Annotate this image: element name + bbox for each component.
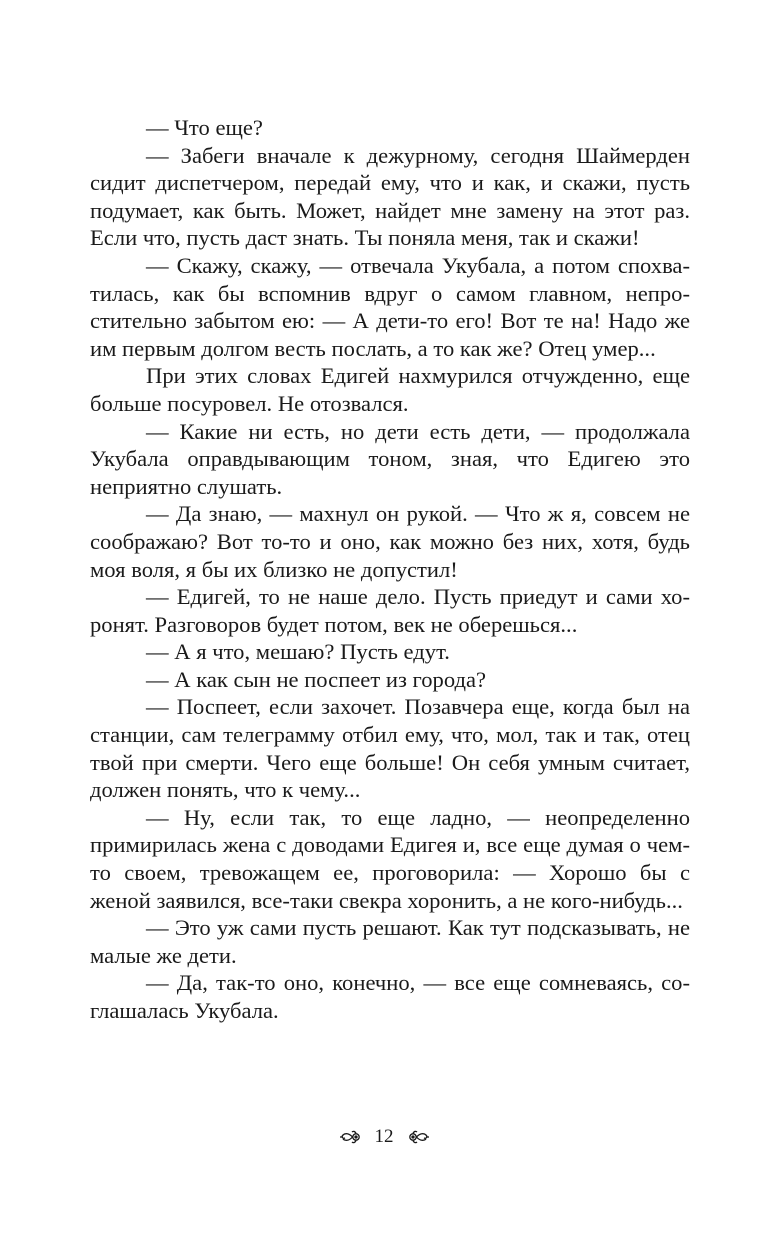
paragraph-9: — А как сын не поспеет из города? <box>146 666 487 692</box>
paragraph-6: — Да знаю, — махнул он рукой. — Что ж я, совсем не соображаю? Вот то-то и оно, как можно без них, хотя, будь моя воля, я бы их близко не допустил! <box>90 501 690 582</box>
left-ornament-icon <box>337 1129 363 1145</box>
paragraph-10: — Поспеет, если захочет. Позавчера еще, когда был на станции, сам телеграмму отбил ему, что, мол, так и так, отец твой при смерти. Чего еще больше! Он себя умным считает, должен понять, что к чему... <box>90 694 690 803</box>
paragraph-4: При этих словах Едигей нахмурился отчужденно, еще больше посуровел. Не отозвался. <box>90 363 690 416</box>
paragraph-11: — Ну, если так, то еще ладно, — неопределенно примирилась жена с доводами Едигея и, все еще думая о чем-то своем, тревожащем ее, проговорила: — Хорошо бы с женой заявился, все-таки свекра хоронить, а не кого-нибудь... <box>90 804 690 913</box>
paragraph-8: — А я что, мешаю? Пусть едут. <box>146 639 450 665</box>
paragraph-1: — Что еще? <box>146 115 263 140</box>
paragraph-12: — Это уж сами пусть решают. Как тут подсказывать, не малые же дети. <box>90 915 690 968</box>
body-text <box>90 114 690 1025</box>
right-ornament-icon <box>406 1129 432 1145</box>
page-number: 12 <box>374 1126 394 1147</box>
paragraph-3: — Скажу, скажу, — отвечала Укубала, а потом спохватилась, как бы вспомнив вдруг о самом главном, непростительно забытом ею: — А дети-то его! Вот те на! Надо же им первым долгом весть послать, а то как же? Отец умер... <box>90 252 690 361</box>
paragraph-13: — Да, так-то оно, конечно, — все еще сомневаясь, соглашалась Укубала. <box>90 970 690 1023</box>
paragraph-2: — Забеги вначале к дежурному, сегодня Шаймерден сидит диспетчером, передай ему, что и как, и скажи, пусть подумает, как быть. Может, найдет мне замену на этот раз. Если что, пусть даст знать. Ты поняла меня, так и скажи! <box>90 142 690 251</box>
paragraph-5: — Какие ни есть, но дети есть дети, — продолжала Укубала оправдывающим тоном, зная, что Едигею это неприятно слушать. <box>90 418 690 499</box>
page-footer <box>0 1126 768 1148</box>
paragraph-7: — Едигей, то не наше дело. Пусть приедут и сами хоронят. Разговоров будет потом, век не оберешься... <box>90 584 690 637</box>
